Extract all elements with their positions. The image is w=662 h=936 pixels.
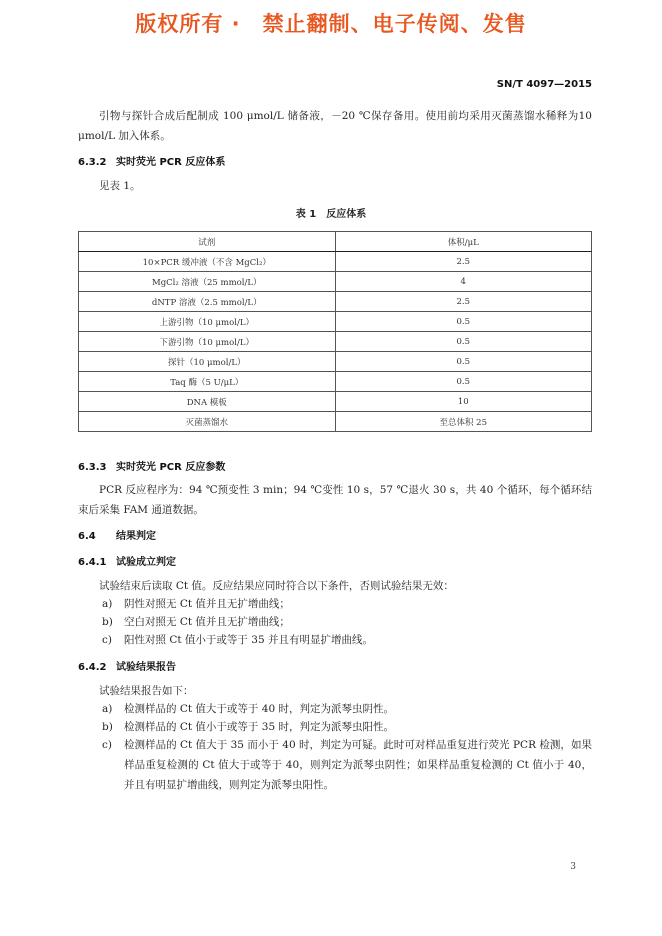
list-marker: a) [102,703,113,715]
section-title: 实时荧光 PCR 反应体系 [116,157,226,168]
section-6-3-2-heading [78,153,225,168]
volume-cell: 4 [335,272,592,292]
table-row [79,292,592,312]
reaction-system-table [78,231,592,432]
intro-paragraph: 引物与探针合成后配制成 100 μmol/L 储备液，－20 ℃保存备用。使用前均采用灭菌蒸馏水稀释为10 μmol/L 加入体系。 [78,110,592,142]
table-header-cell: 试剂 [79,232,336,252]
standard-number: SN/T 4097—2015 [496,79,592,90]
page-number: 3 [570,862,576,872]
reagent-cell: Taq 酶（5 U/μL） [79,372,336,392]
reagent-cell: DNA 模板 [79,392,336,412]
list-text: 阴性对照无 Ct 值并且无扩增曲线； [124,598,290,610]
table-row [79,252,592,272]
list-item [102,735,592,795]
volume-cell: 0.5 [335,312,592,332]
section-number: 6.4 [78,531,96,542]
reagent-cell: 下游引物（10 μmol/L） [79,332,336,352]
table-row [79,352,592,372]
volume-cell: 2.5 [335,292,592,312]
list-text: 检测样品的 Ct 值小于或等于 35 时，判定为派琴虫阳性。 [124,721,394,733]
table-header-cell: 体积/μL [335,232,592,252]
copyright-watermark: 版权所有 · 禁止翻制、电子传阅、发售 [135,12,527,36]
table-row [79,392,592,412]
table-caption: 表 1 反应体系 [295,209,367,220]
list-text: 检测样品的 Ct 值大于 35 而小于 40 时，判定为可疑。此时可对样品重复进行荧光 PCR 检测，如果样品重复检测的 Ct 值大于或等于 40，则判定为派琴虫阴性；如果样品重复检测的 Ct 值小于 40，并且有明显扩增曲线，则判定为派琴虫阳性。 [124,739,592,791]
volume-cell: 10 [335,392,592,412]
section-title: 实时荧光 PCR 反应参数 [116,462,226,473]
section-6-4-heading [78,527,156,542]
volume-cell: 至总体积 25 [335,412,592,432]
list-text: 阳性对照 Ct 值小于或等于 35 并且有明显扩增曲线。 [124,634,373,646]
table-row [79,372,592,392]
list-item [102,630,592,650]
section-6-4-1-heading [78,553,176,568]
table-row [79,272,592,292]
list-item [102,594,592,614]
section-number: 6.3.2 [78,157,107,168]
reagent-cell: 10×PCR 缓冲液（不含 MgCl₂） [79,252,336,272]
section-6-3-2-body: 见表 1。 [99,180,141,192]
table-header-row [79,232,592,252]
reagent-cell: 探针（10 μmol/L） [79,352,336,372]
section-6-4-2-intro: 试验结果报告如下： [99,685,194,697]
section-number: 6.3.3 [78,462,107,473]
reagent-cell: 上游引物（10 μmol/L） [79,312,336,332]
list-marker: b) [102,616,113,628]
section-6-4-2-heading [78,658,176,673]
table-row [79,412,592,432]
section-6-3-3-body: PCR 反应程序为：94 ℃预变性 3 min；94 ℃变性 10 s，57 ℃退火 30 s，共 40 个循环，每个循环结束后采集 FAM 通道数据。 [78,484,592,516]
volume-cell: 0.5 [335,372,592,392]
reagent-cell: MgCl₂ 溶液（25 mmol/L） [79,272,336,292]
list-text: 检测样品的 Ct 值大于或等于 40 时，判定为派琴虫阴性。 [124,703,394,715]
section-number: 6.4.2 [78,662,107,673]
reagent-cell: 灭菌蒸馏水 [79,412,336,432]
section-title: 试验成立判定 [116,557,176,568]
volume-cell: 0.5 [335,332,592,352]
reagent-cell: dNTP 溶液（2.5 mmol/L） [79,292,336,312]
section-title: 结果判定 [116,531,156,542]
list-marker: b) [102,721,113,733]
table-row [79,332,592,352]
list-marker: a) [102,598,113,610]
section-6-3-3-heading [78,458,225,473]
list-item [102,612,592,632]
list-item [102,699,592,719]
table-row [79,312,592,332]
list-item [102,717,592,737]
section-6-4-1-intro: 试验结束后读取 Ct 值。反应结果应同时符合以下条件，否则试验结果无效： [99,580,454,592]
volume-cell: 0.5 [335,352,592,372]
section-title: 试验结果报告 [116,662,176,673]
section-number: 6.4.1 [78,557,107,568]
list-text: 空白对照无 Ct 值并且无扩增曲线； [124,616,290,628]
list-marker: c) [102,739,112,751]
volume-cell: 2.5 [335,252,592,272]
list-marker: c) [102,634,112,646]
